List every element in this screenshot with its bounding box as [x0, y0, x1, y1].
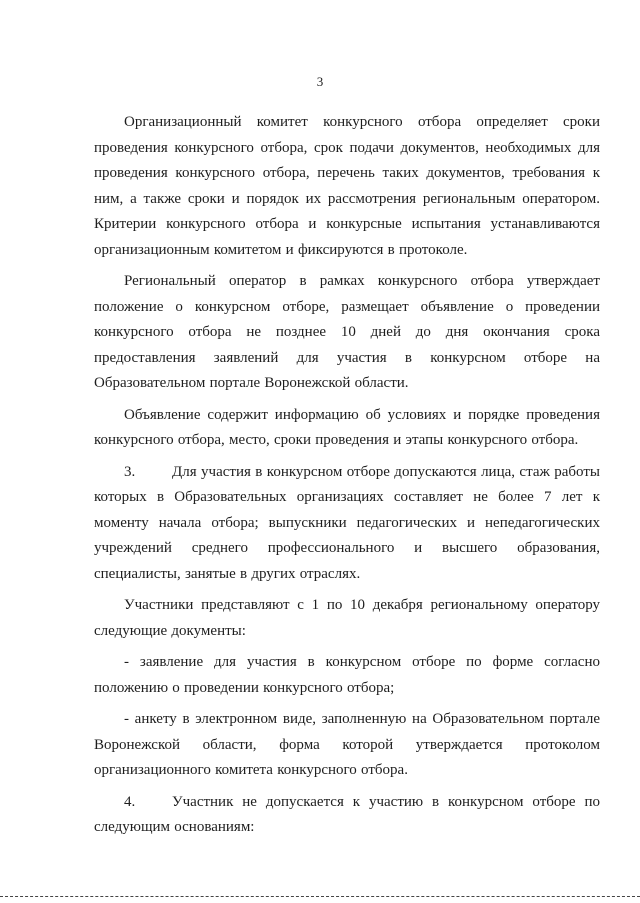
item-number-4: 4.	[124, 793, 136, 810]
item-number-3: 3.	[124, 463, 136, 480]
list-item-application: - заявление для участия в конкурсном отборе по форме согласно положению о проведении конкурсного отбора;	[94, 654, 600, 696]
page-bottom-rule	[0, 896, 640, 897]
paragraph-item-3	[94, 460, 600, 588]
paragraph-participants-documents: Участники представляют с 1 по 10 декабря региональному оператору следующие документы:	[94, 597, 600, 639]
document-body	[94, 110, 600, 841]
paragraph-item-4	[94, 790, 600, 841]
paragraph-organizing-committee: Организационный комитет конкурсного отбора определяет сроки проведения конкурсного отбора, срок подачи документов, необходимых для проведения конкурсного отбора, перечень таких документов, требования к ним, а также сроки и порядок их рассмотрения региональным оператором. Критерии конкурсного отбора и конкурсные испытания устанавливаются организационным комитетом и фиксируются в протоколе.	[94, 114, 600, 258]
item-4-text: Участник не допускается к участию в конкурсном отборе по следующим основаниям:	[94, 793, 600, 835]
paragraph-regional-operator: Региональный оператор в рамках конкурсного отбора утверждает положение о конкурсном отборе, размещает объявление о проведении конкурсного отбора не позднее 10 дней до дня окончания срока предоставления заявлений для участия в конкурсном отборе на Образовательном портале Воронежской области.	[94, 273, 600, 391]
item-3-text: Для участия в конкурсном отборе допускаются лица, стаж работы которых в Образовательных организациях составляет не более 7 лет к моменту начала отбора; выпускники педагогических и непедагогических учреждений среднего профессионального и высшего образования, специалисты, занятые в других отраслях.	[94, 463, 600, 582]
paragraph-announcement: Объявление содержит информацию об условиях и порядке проведения конкурсного отбора, место, сроки проведения и этапы конкурсного отбора.	[94, 406, 600, 448]
list-item-questionnaire: - анкету в электронном виде, заполненную на Образовательном портале Воронежской области, форма которой утверждается протоколом организационного комитета конкурсного отбора.	[94, 711, 600, 778]
page-number: 3	[316, 74, 324, 89]
